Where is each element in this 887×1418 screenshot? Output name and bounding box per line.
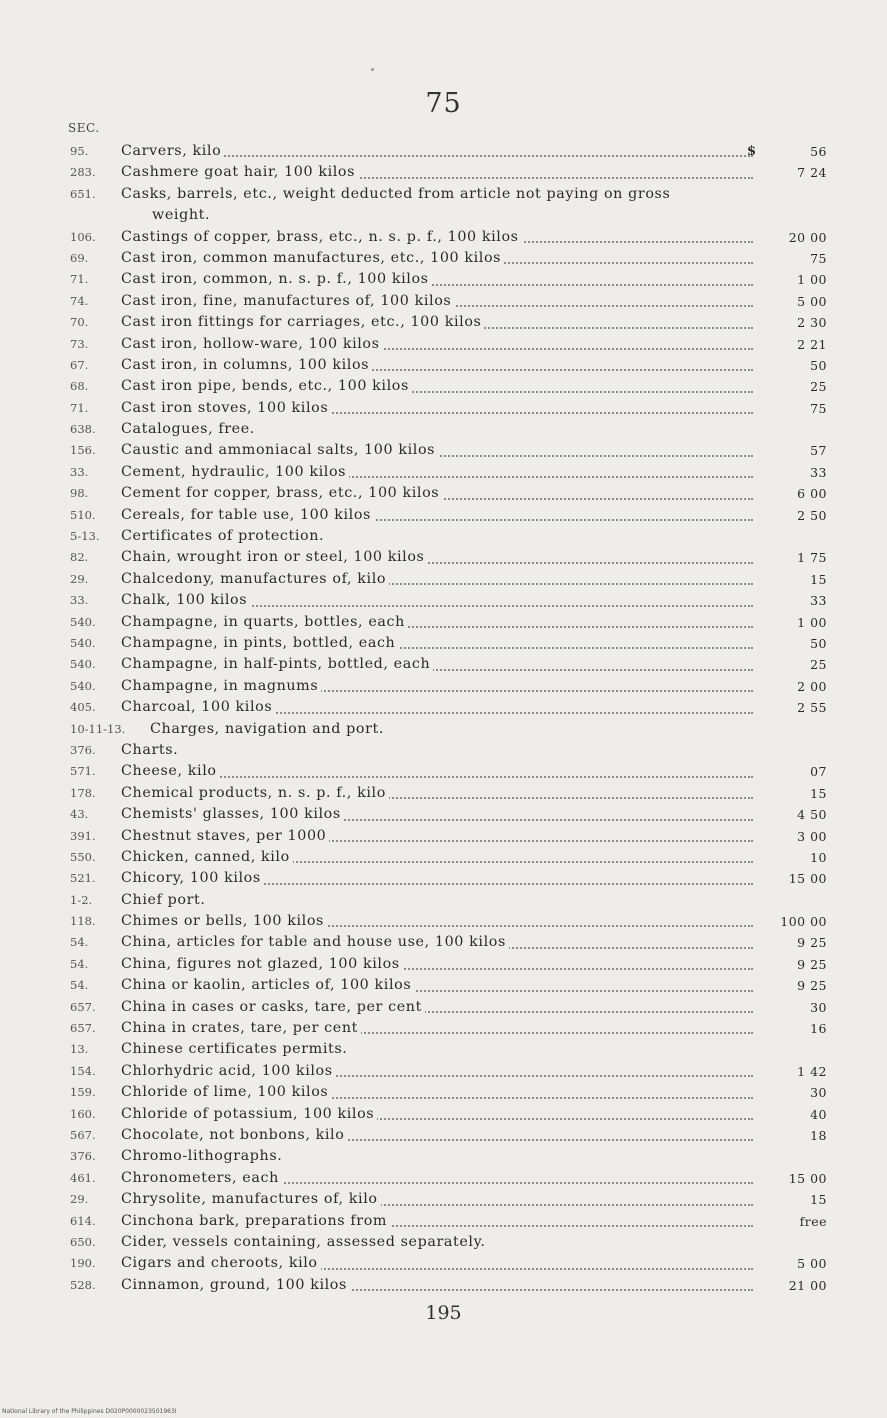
section-number: 405. (70, 700, 96, 715)
section-number: 550. (70, 849, 96, 864)
tariff-entry (0, 847, 887, 868)
section-number: 33. (70, 464, 89, 479)
section-number: 73. (70, 336, 89, 351)
duty-rate: 5 00 (797, 1256, 827, 1272)
entry-description (121, 847, 753, 868)
tariff-entry-list (0, 141, 887, 1296)
entry-description (121, 291, 753, 312)
section-number: 160. (70, 1106, 96, 1121)
entry-description (121, 419, 753, 440)
entry-description-text: Charcoal, 100 kilos (121, 699, 275, 715)
tariff-entry (0, 184, 887, 205)
entry-description-text: Chrysolite, manufactures of, kilo (121, 1191, 381, 1207)
tariff-entry (0, 291, 887, 312)
entry-description (121, 1039, 753, 1060)
duty-rate: 1 42 (797, 1063, 827, 1079)
tariff-entry (0, 868, 887, 889)
section-number: 82. (70, 550, 89, 565)
section-number: 521. (70, 871, 96, 886)
tariff-entry (0, 975, 887, 996)
page-number-bottom: 195 (425, 1302, 462, 1324)
section-number: 376. (70, 1149, 96, 1164)
tariff-entry (0, 355, 887, 376)
tariff-entry (0, 398, 887, 419)
section-number: 69. (70, 250, 89, 265)
section-number: 190. (70, 1256, 96, 1271)
tariff-entry (0, 334, 887, 355)
section-number: 54. (70, 935, 89, 950)
duty-rate: 4 50 (797, 807, 827, 823)
entry-description-text: Charts. (121, 742, 181, 758)
duty-rate: 50 (810, 635, 827, 651)
entry-description (121, 1168, 753, 1189)
tariff-entry (0, 804, 887, 825)
section-number: 391. (70, 828, 96, 843)
entry-description (121, 1104, 753, 1125)
tariff-entry (0, 783, 887, 804)
tariff-entry (0, 248, 887, 269)
tariff-entry (0, 1104, 887, 1125)
entry-description-text: Cereals, for table use, 100 kilos (121, 507, 374, 523)
tariff-entry (0, 654, 887, 675)
entry-description-text: Champagne, in quarts, bottles, each (121, 614, 408, 630)
tariff-entry (0, 954, 887, 975)
duty-rate: 15 00 (788, 1170, 827, 1186)
entry-description (121, 1146, 753, 1167)
section-number: 540. (70, 657, 96, 672)
tariff-entry (0, 761, 887, 782)
tariff-entry (0, 740, 887, 761)
tariff-entry (0, 547, 887, 568)
duty-rate: 75 (810, 250, 827, 266)
tariff-entry (0, 1061, 887, 1082)
entry-description-text: China in crates, tare, per cent (121, 1020, 361, 1036)
duty-rate: 10 (810, 849, 827, 865)
entry-description-text: Chestnut staves, per 1000 (121, 828, 329, 844)
entry-description-text: Chicory, 100 kilos (121, 870, 264, 886)
section-number: 33. (70, 593, 89, 608)
entry-description-text: Cashmere goat hair, 100 kilos (121, 164, 358, 180)
entry-description-text: Chalcedony, manufactures of, kilo (121, 571, 389, 587)
duty-rate: 9 25 (797, 935, 827, 951)
section-number: 118. (70, 914, 96, 929)
entry-description (121, 1125, 753, 1146)
entry-description-text: Chief port. (121, 892, 209, 908)
entry-description-text: Chromo-lithographs. (121, 1148, 285, 1164)
duty-rate: free (799, 1213, 827, 1229)
section-number: 638. (70, 422, 96, 437)
section-number: 54. (70, 956, 89, 971)
tariff-entry (0, 1146, 887, 1167)
duty-rate: 7 24 (797, 165, 827, 181)
section-number: 540. (70, 614, 96, 629)
entry-description (121, 826, 753, 847)
entry-description-text: Caustic and ammoniacal salts, 100 kilos (121, 442, 438, 458)
entry-description (121, 398, 753, 419)
duty-rate: 15 (810, 571, 827, 587)
tariff-entry (0, 911, 887, 932)
entry-description (121, 1082, 753, 1103)
entry-description (121, 676, 753, 697)
tariff-entry (0, 719, 887, 740)
tariff-entry (0, 590, 887, 611)
section-number: 68. (70, 379, 89, 394)
duty-rate: 16 (810, 1021, 827, 1037)
entry-description (121, 1018, 753, 1039)
entry-description (121, 590, 753, 611)
entry-description (152, 205, 784, 226)
entry-description-text: Cast iron pipe, bends, etc., 100 kilos (121, 378, 412, 394)
entry-description (121, 868, 753, 889)
entry-description (121, 654, 753, 675)
duty-rate: 25 (810, 657, 827, 673)
section-number: 29. (70, 571, 89, 586)
tariff-entry (0, 697, 887, 718)
entry-description (121, 783, 753, 804)
entry-description-text: Chain, wrought iron or steel, 100 kilos (121, 549, 427, 565)
section-number: 54. (70, 978, 89, 993)
entry-description (121, 1061, 753, 1082)
section-number: 1-2. (70, 892, 93, 907)
duty-rate: 2 50 (797, 507, 827, 523)
entry-description-text: China, figures not glazed, 100 kilos (121, 956, 403, 972)
tariff-entry (0, 462, 887, 483)
section-number: 43. (70, 807, 89, 822)
tariff-entry (0, 932, 887, 953)
tariff-entry (0, 269, 887, 290)
section-number: 67. (70, 357, 89, 372)
section-number: 156. (70, 443, 96, 458)
section-number: 283. (70, 165, 96, 180)
entry-description-text: Cast iron, common, n. s. p. f., 100 kilos (121, 271, 432, 287)
section-number: 510. (70, 507, 96, 522)
entry-description-text: Chlorhydric acid, 100 kilos (121, 1063, 336, 1079)
tariff-entry (0, 227, 887, 248)
ink-speck (371, 68, 374, 71)
duty-rate: 33 (810, 593, 827, 609)
duty-rate: 57 (810, 443, 827, 459)
tariff-entry (0, 569, 887, 590)
entry-description (121, 312, 753, 333)
entry-description (121, 633, 753, 654)
tariff-entry (0, 1253, 887, 1274)
duty-rate: 2 21 (797, 336, 827, 352)
section-number: 657. (70, 999, 96, 1014)
entry-description (121, 911, 753, 932)
section-column-label: SEC. (68, 121, 100, 135)
entry-description (121, 1253, 753, 1274)
dollar-sign: $ (747, 144, 757, 159)
entry-description (121, 954, 753, 975)
tariff-entry (0, 1189, 887, 1210)
entry-description-text: Certificates of protection. (121, 528, 327, 544)
duty-rate: 2 00 (797, 678, 827, 694)
tariff-entry (0, 826, 887, 847)
entry-description-text: Cast iron stoves, 100 kilos (121, 400, 331, 416)
duty-rate: 21 00 (788, 1277, 827, 1293)
tariff-entry (0, 890, 887, 911)
section-number: 540. (70, 635, 96, 650)
entry-description-text: China, articles for table and house use, 100 kilos (121, 934, 509, 950)
entry-description-text: Chloride of lime, 100 kilos (121, 1084, 331, 1100)
entry-description (121, 141, 753, 162)
section-number: 657. (70, 1021, 96, 1036)
entry-description-text: Casks, barrels, etc., weight deducted from article not paying on gross (121, 186, 673, 202)
entry-description-text: Champagne, in half-pints, bottled, each (121, 656, 433, 672)
entry-description-text: Cheese, kilo (121, 763, 220, 779)
section-number: 154. (70, 1063, 96, 1078)
section-number: 376. (70, 742, 96, 757)
section-number: 70. (70, 315, 89, 330)
entry-description-text: Cast iron, in columns, 100 kilos (121, 357, 372, 373)
entry-description (121, 1211, 753, 1232)
duty-rate: 3 00 (797, 828, 827, 844)
section-number: 13. (70, 1042, 89, 1057)
tariff-entry (0, 1039, 887, 1060)
duty-rate: 40 (810, 1106, 827, 1122)
tariff-entry (0, 633, 887, 654)
duty-rate: 15 00 (788, 871, 827, 887)
duty-rate: 30 (810, 999, 827, 1015)
section-number: 106. (70, 229, 96, 244)
duty-rate: 07 (810, 764, 827, 780)
section-number: 71. (70, 400, 89, 415)
entry-description-text: Chemical products, n. s. p. f., kilo (121, 785, 389, 801)
tariff-entry (0, 440, 887, 461)
entry-description-text: Cigars and cheroots, kilo (121, 1255, 321, 1271)
tariff-entry (0, 1125, 887, 1146)
entry-description-text: Castings of copper, brass, etc., n. s. p. f., 100 kilos (121, 229, 522, 245)
tariff-entry (0, 676, 887, 697)
duty-rate: 56 (810, 144, 827, 159)
entry-description-text: Chloride of potassium, 100 kilos (121, 1106, 377, 1122)
entry-description-text: China in cases or casks, tare, per cent (121, 999, 425, 1015)
entry-description (121, 269, 753, 290)
entry-description (121, 248, 753, 269)
tariff-entry (0, 1232, 887, 1253)
duty-rate: 1 00 (797, 272, 827, 288)
page-number-top: 75 (425, 88, 462, 119)
entry-description-text: Cinchona bark, preparations from (121, 1213, 390, 1229)
entry-description (121, 740, 753, 761)
entry-description-text: Catalogues, free. (121, 421, 258, 437)
section-number: 614. (70, 1213, 96, 1228)
entry-description (121, 569, 753, 590)
entry-description (121, 483, 753, 504)
duty-rate: 25 (810, 379, 827, 395)
duty-rate: 15 (810, 1192, 827, 1208)
tariff-entry (0, 162, 887, 183)
tariff-entry (0, 505, 887, 526)
tariff-entry (0, 141, 887, 162)
section-number: 651. (70, 186, 96, 201)
section-number: 74. (70, 293, 89, 308)
tariff-entry (0, 1168, 887, 1189)
entry-description-text: Cast iron, common manufactures, etc., 100 kilos (121, 250, 504, 266)
entry-description-text: Chemists' glasses, 100 kilos (121, 806, 344, 822)
entry-description-text: Cast iron fittings for carriages, etc., 100 kilos (121, 314, 484, 330)
entry-description (121, 505, 753, 526)
duty-rate: 1 00 (797, 614, 827, 630)
tariff-entry (0, 1082, 887, 1103)
tariff-entry (0, 1211, 887, 1232)
entry-description (121, 162, 753, 183)
entry-description (121, 1275, 753, 1296)
duty-rate: 20 00 (788, 229, 827, 245)
entry-description-text: Charges, navigation and port. (150, 721, 387, 737)
duty-rate: 100 00 (780, 914, 827, 930)
section-number: 650. (70, 1234, 96, 1249)
entry-description (121, 890, 753, 911)
duty-rate: 9 25 (797, 956, 827, 972)
entry-description-text: Champagne, in magnums (121, 678, 321, 694)
section-number: 567. (70, 1127, 96, 1142)
entry-description-text: Chronometers, each (121, 1170, 282, 1186)
entry-description (121, 547, 753, 568)
section-number: 95. (70, 144, 89, 158)
entry-description-text: China or kaolin, articles of, 100 kilos (121, 977, 414, 993)
section-number: 528. (70, 1277, 96, 1292)
tariff-entry (0, 612, 887, 633)
entry-description-text: Chicken, canned, kilo (121, 849, 293, 865)
entry-description (121, 1232, 753, 1253)
tariff-entry (0, 376, 887, 397)
section-number: 540. (70, 678, 96, 693)
duty-rate: 75 (810, 400, 827, 416)
entry-description-text: weight. (152, 207, 213, 223)
section-number: 461. (70, 1170, 96, 1185)
tariff-entry (0, 205, 887, 226)
entry-description-text: Cinnamon, ground, 100 kilos (121, 1277, 350, 1293)
section-number: 5-13. (70, 529, 100, 544)
section-number: 178. (70, 785, 96, 800)
entry-description-text: Champagne, in pints, bottled, each (121, 635, 398, 651)
duty-rate: 5 00 (797, 293, 827, 309)
tariff-entry (0, 419, 887, 440)
entry-description (121, 227, 753, 248)
entry-description (150, 719, 782, 740)
section-number: 571. (70, 764, 96, 779)
tariff-entry (0, 997, 887, 1018)
entry-description-text: Cider, vessels containing, assessed separately. (121, 1234, 489, 1250)
entry-description (121, 184, 753, 205)
entry-description-text: Cement for copper, brass, etc., 100 kilos (121, 485, 442, 501)
entry-description (121, 526, 753, 547)
entry-description (121, 761, 753, 782)
entry-description (121, 462, 753, 483)
tariff-entry (0, 1275, 887, 1296)
entry-description-text: Chocolate, not bonbons, kilo (121, 1127, 347, 1143)
tariff-entry (0, 1018, 887, 1039)
entry-description (121, 804, 753, 825)
entry-description-text: Cement, hydraulic, 100 kilos (121, 464, 349, 480)
entry-description (121, 932, 753, 953)
section-number: 159. (70, 1085, 96, 1100)
duty-rate: 18 (810, 1127, 827, 1143)
duty-rate: 33 (810, 464, 827, 480)
tariff-entry (0, 526, 887, 547)
duty-rate: 1 75 (797, 550, 827, 566)
duty-rate: 15 (810, 785, 827, 801)
entry-description-text: Chimes or bells, 100 kilos (121, 913, 327, 929)
entry-description (121, 997, 753, 1018)
entry-description (121, 376, 753, 397)
duty-rate: 30 (810, 1085, 827, 1101)
duty-rate: 50 (810, 357, 827, 373)
entry-description (121, 355, 753, 376)
entry-description-text: Chalk, 100 kilos (121, 592, 250, 608)
entry-description (121, 1189, 753, 1210)
section-number: 29. (70, 1192, 89, 1207)
duty-rate: 9 25 (797, 978, 827, 994)
entry-description-text: Carvers, kilo (121, 143, 224, 159)
section-number: 71. (70, 272, 89, 287)
entry-description (121, 334, 753, 355)
archive-stamp: National Library of the Philippines D020P0000023501963I (2, 1408, 177, 1415)
entry-description (121, 975, 753, 996)
entry-description (121, 697, 753, 718)
entry-description (121, 440, 753, 461)
section-number: 98. (70, 486, 89, 501)
tariff-entry (0, 483, 887, 504)
duty-rate: 2 30 (797, 315, 827, 331)
tariff-entry (0, 312, 887, 333)
entry-description-text: Cast iron, hollow-ware, 100 kilos (121, 336, 383, 352)
duty-rate: 6 00 (797, 486, 827, 502)
section-number: 10-11-13. (70, 721, 126, 736)
entry-description (121, 612, 753, 633)
entry-description-text: Chinese certificates permits. (121, 1041, 350, 1057)
entry-description-text: Cast iron, fine, manufactures of, 100 kilos (121, 293, 454, 309)
duty-rate: 2 55 (797, 700, 827, 716)
